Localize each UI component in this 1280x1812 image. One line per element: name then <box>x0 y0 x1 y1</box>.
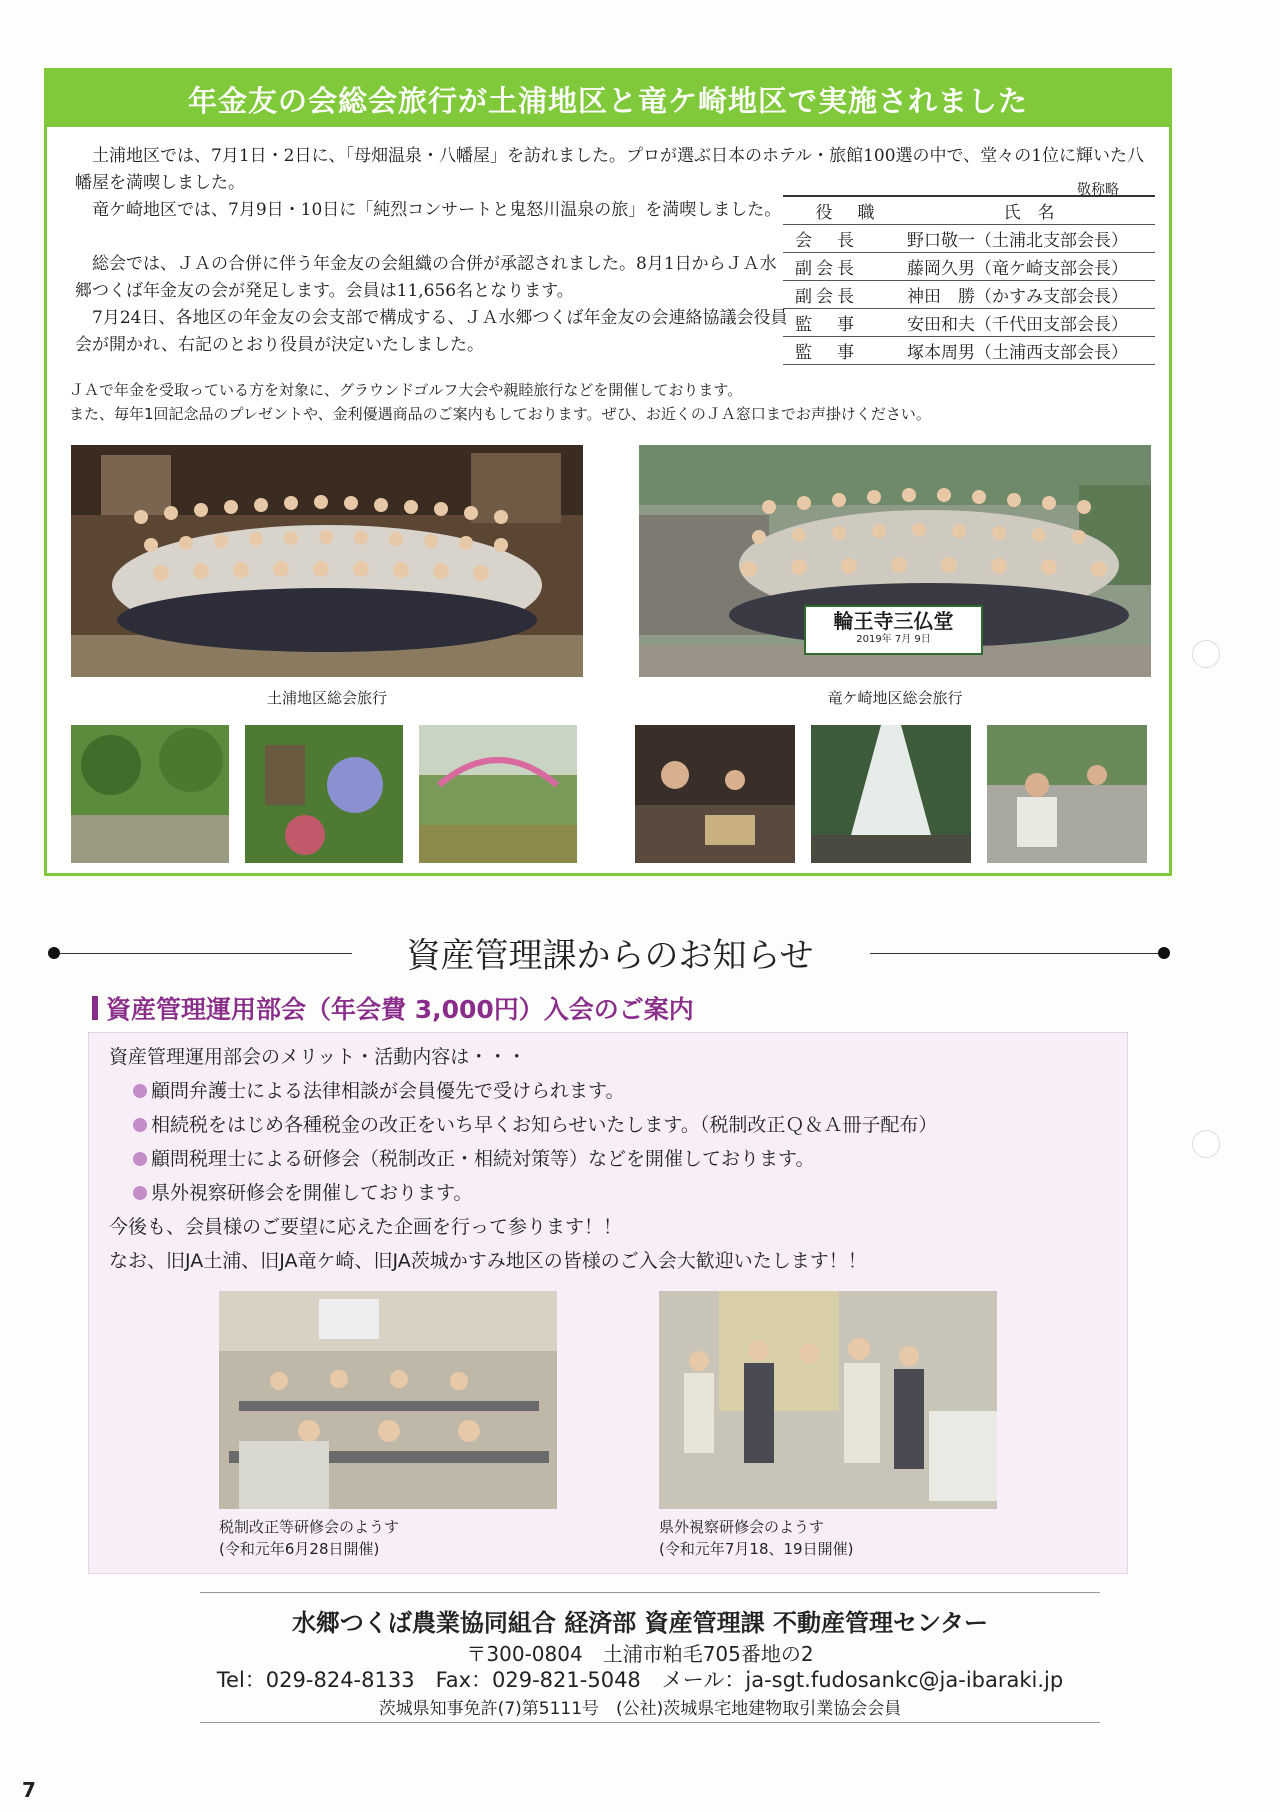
organization-name: 水郷つくば農業協同組合 経済部 資産管理課 不動産管理センター <box>291 1609 989 1637</box>
heading-bar <box>92 996 98 1020</box>
paragraph-ryugasaki: 竜ケ崎地区では、7月9日・10日に「純烈コンサートと鬼怒川温泉の旅」を満喫しました。 <box>92 200 782 220</box>
section-banner: 年金友の会総会旅行が土浦地区と竜ケ崎地区で実施されました <box>47 71 1169 127</box>
snapshot-garden-walk <box>71 725 229 863</box>
caption-tsuchiura: 土浦地区総会旅行 <box>266 689 387 707</box>
seminar-photo <box>219 1291 557 1509</box>
notice-line-2: また、毎年1回記念品のプレゼントや、金利優遇商品のご案内もしております。ぜひ、お近くのＪＡ窓口までお声掛けください。 <box>69 405 931 423</box>
asset-section-header <box>40 928 1180 978</box>
inspection-tour-photo <box>659 1291 997 1509</box>
license-info: 茨城県知事免許(7)第5111号 (公社)茨城県宅地建物取引業協会会員 <box>378 1699 902 1719</box>
bullet-icon <box>133 1084 147 1098</box>
benefit-item: 相続税をはじめ各種税金の改正をいち早くお知らせいたします。（税制改正Ｑ＆Ａ冊子配布） <box>133 1113 937 1137</box>
asset-section-title: 資産管理課からのお知らせ <box>406 936 814 976</box>
honorific-note: 敬称略 <box>1077 182 1119 198</box>
organization-contact: Tel：029-824-8133 Fax：029-821-5048 メール：ja-sgt.fudosankc@ja-ibaraki.jp <box>216 1668 1064 1692</box>
closing-line-2: なお、旧JA土浦、旧JA竜ケ崎、旧JA茨城かすみ地区の皆様のご入会大歓迎いたします！！ <box>109 1250 867 1272</box>
officer-role: 会 長 <box>783 225 903 253</box>
temple-sign <box>804 605 983 655</box>
paragraph-officers: 7月24日、各地区の年金友の会支部で構成する、ＪＡ水郷つくば年金友の会連絡協議会役員会が開かれ、右記のとおり役員が決定いたしました。 <box>75 308 788 355</box>
group-photo-tsuchiura <box>71 445 583 677</box>
paragraph-merger: 総会では、ＪＡの合併に伴う年金友の会組織の合併が承認されました。8月1日からＪＡ水郷つくば年金友の会が発足します。会員は11,656名となります。 <box>75 254 777 301</box>
membership-box <box>88 1032 1128 1574</box>
bullet-icon <box>133 1118 147 1132</box>
header-role: 役 職 <box>783 196 903 225</box>
table-header-row <box>783 196 1155 225</box>
benefits-intro: 資産管理運用部会のメリット・活動内容は・・・ <box>109 1046 527 1068</box>
officer-role: 監 事 <box>783 309 903 337</box>
benefit-item: 顧問税理士による研修会（税制改正・相続対策等）などを開催しております。 <box>133 1147 814 1171</box>
snapshot-group-rest <box>987 725 1147 863</box>
sign-date: 2019年 7月 9日 <box>856 634 931 645</box>
sign-text: 輪王寺三仏堂 <box>833 609 954 633</box>
caption-ryugasaki: 竜ケ崎地区総会旅行 <box>827 689 963 707</box>
snapshot-flower-arch <box>419 725 577 863</box>
header-dot-left <box>48 947 60 959</box>
benefit-item: 顧問弁護士による法律相談が会員優先で受けられます。 <box>133 1079 624 1103</box>
table-row <box>783 225 1155 253</box>
officer-role: 副会長 <box>783 253 903 281</box>
snapshot-waterfall <box>811 725 971 863</box>
table-row <box>783 281 1155 309</box>
seminar-caption: 税制改正等研修会のようす <box>219 1518 400 1536</box>
page-number: 7 <box>22 1778 36 1802</box>
inspection-caption: 県外視察研修会のようす <box>659 1518 825 1536</box>
punch-hole <box>1192 640 1220 668</box>
officer-table <box>783 195 1155 365</box>
snapshot-hydrangea <box>245 725 403 863</box>
footer-bottom-rule <box>200 1722 1100 1723</box>
footer-top-rule <box>200 1592 1100 1593</box>
table-row <box>783 253 1155 281</box>
officer-role: 副会長 <box>783 281 903 309</box>
officer-name: 藤岡久男（竜ケ崎支部会長） <box>903 253 1155 281</box>
officer-name: 野口敬一（土浦北支部会長） <box>903 225 1155 253</box>
table-row <box>783 309 1155 337</box>
officer-name: 塚本周男（土浦西支部会長） <box>903 337 1155 365</box>
membership-heading <box>92 990 694 1026</box>
inspection-date: (令和元年7月18、19日開催) <box>659 1540 854 1558</box>
header-name: 氏 名 <box>903 196 1155 225</box>
bullet-icon <box>133 1152 147 1166</box>
header-dot-right <box>1158 947 1170 959</box>
bullet-icon <box>133 1186 147 1200</box>
table-row <box>783 337 1155 365</box>
membership-heading-text: 資産管理運用部会（年会費 3,000円）入会のご案内 <box>106 995 694 1024</box>
group-photo-ryugasaki <box>639 445 1151 677</box>
header-rule-left <box>60 953 352 954</box>
punch-hole <box>1192 1130 1220 1158</box>
snapshot-dinner <box>635 725 795 863</box>
closing-line-1: 今後も、会員様のご要望に応えた企画を行って参ります！！ <box>109 1216 623 1238</box>
header-rule-right <box>870 953 1158 954</box>
benefit-item: 県外視察研修会を開催しております。 <box>133 1181 472 1205</box>
organization-address: 〒300-0804 土浦市粕毛705番地の2 <box>466 1642 814 1666</box>
officer-name: 神田 勝（かすみ支部会長） <box>903 281 1155 309</box>
seminar-date: (令和元年6月28日開催) <box>219 1540 380 1558</box>
notice-line-1: ＪＡで年金を受取っている方を対象に、グラウンドゴルフ大会や親睦旅行などを開催しております。 <box>69 381 743 399</box>
paragraph-tsuchiura: 土浦地区では、7月1日・2日に、「母畑温泉・八幡屋」を訪れました。プロが選ぶ日本のホテル・旅館100選の中で、堂々の1位に輝いた八幡屋を満喫しました。 <box>75 146 1145 193</box>
pension-section <box>44 68 1172 876</box>
officer-name: 安田和夫（千代田支部会長） <box>903 309 1155 337</box>
officer-role: 監 事 <box>783 337 903 365</box>
